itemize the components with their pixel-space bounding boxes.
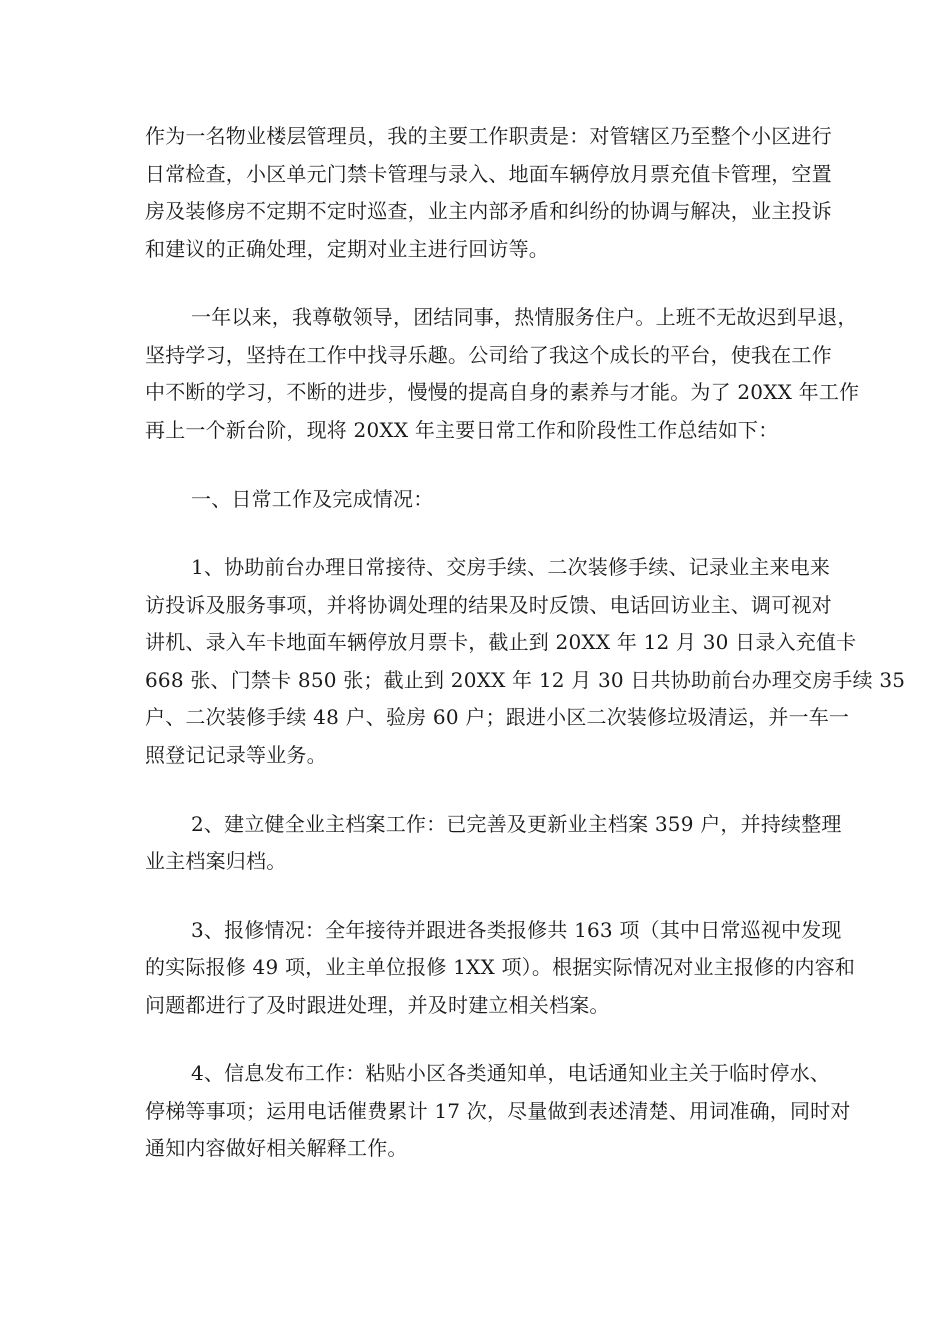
text-line: 户、二次装修手续 48 户、验房 60 户；跟进小区二次装修垃圾清运，并一车一 — [145, 705, 850, 729]
text-line: 3、报修情况：全年接待并跟进各类报修共 163 项（其中日常巡视中发现 — [191, 918, 842, 942]
text-line: 668 张、门禁卡 850 张；截止到 20XX 年 12 月 30 日共协助前台办理交房手续 35 — [145, 668, 906, 692]
text-line: 4、信息发布工作：粘贴小区各类通知单，电话通知业主关于临时停水、 — [191, 1061, 831, 1085]
text-line: 再上一个新台阶，现将 20XX 年主要日常工作和阶段性工作总结如下： — [145, 418, 779, 442]
section-heading: 一、日常工作及完成情况： — [191, 487, 434, 511]
text-line: 业主档案归档。 — [145, 849, 287, 873]
text-line: 讲机、录入车卡地面车辆停放月票卡，截止到 20XX 年 12 月 30 日录入充值卡 — [145, 630, 857, 654]
text-line: 停梯等事项；运用电话催费累计 17 次，尽量做到表述清楚、用词准确，同时对 — [145, 1099, 851, 1123]
text-line: 问题都进行了及时跟进处理，并及时建立相关档案。 — [145, 993, 610, 1017]
text-line: 坚持学习，坚持在工作中找寻乐趣。公司给了我这个成长的平台，使我在工作 — [145, 343, 832, 367]
text-line: 通知内容做好相关解释工作。 — [145, 1136, 408, 1160]
text-line: 中不断的学习，不断的进步，慢慢的提高自身的素养与才能。为了 20XX 年工作 — [145, 380, 860, 404]
text-line: 日常检查，小区单元门禁卡管理与录入、地面车辆停放月票充值卡管理，空置 — [145, 162, 832, 186]
text-line: 1、协助前台办理日常接待、交房手续、二次装修手续、记录业主来电来 — [191, 555, 831, 579]
text-line: 和建议的正确处理，定期对业主进行回访等。 — [145, 237, 549, 261]
text-line: 的实际报修 49 项，业主单位报修 1XX 项）。根据实际情况对业主报修的内容和 — [145, 955, 856, 979]
text-line: 一年以来，我尊敬领导，团结同事，热情服务住户。上班不无故迟到早退， — [191, 305, 858, 329]
text-line: 作为一名物业楼层管理员，我的主要工作职责是：对管辖区乃至整个小区进行 — [145, 124, 832, 148]
text-line: 照登记记录等业务。 — [145, 743, 327, 767]
text-line: 房及装修房不定期不定时巡查，业主内部矛盾和纠纷的协调与解决，业主投诉 — [145, 199, 832, 223]
text-line: 访投诉及服务事项，并将协调处理的结果及时反馈、电话回访业主、调可视对 — [145, 593, 832, 617]
text-line: 2、建立健全业主档案工作：已完善及更新业主档案 359 户，并持续整理 — [191, 812, 842, 836]
